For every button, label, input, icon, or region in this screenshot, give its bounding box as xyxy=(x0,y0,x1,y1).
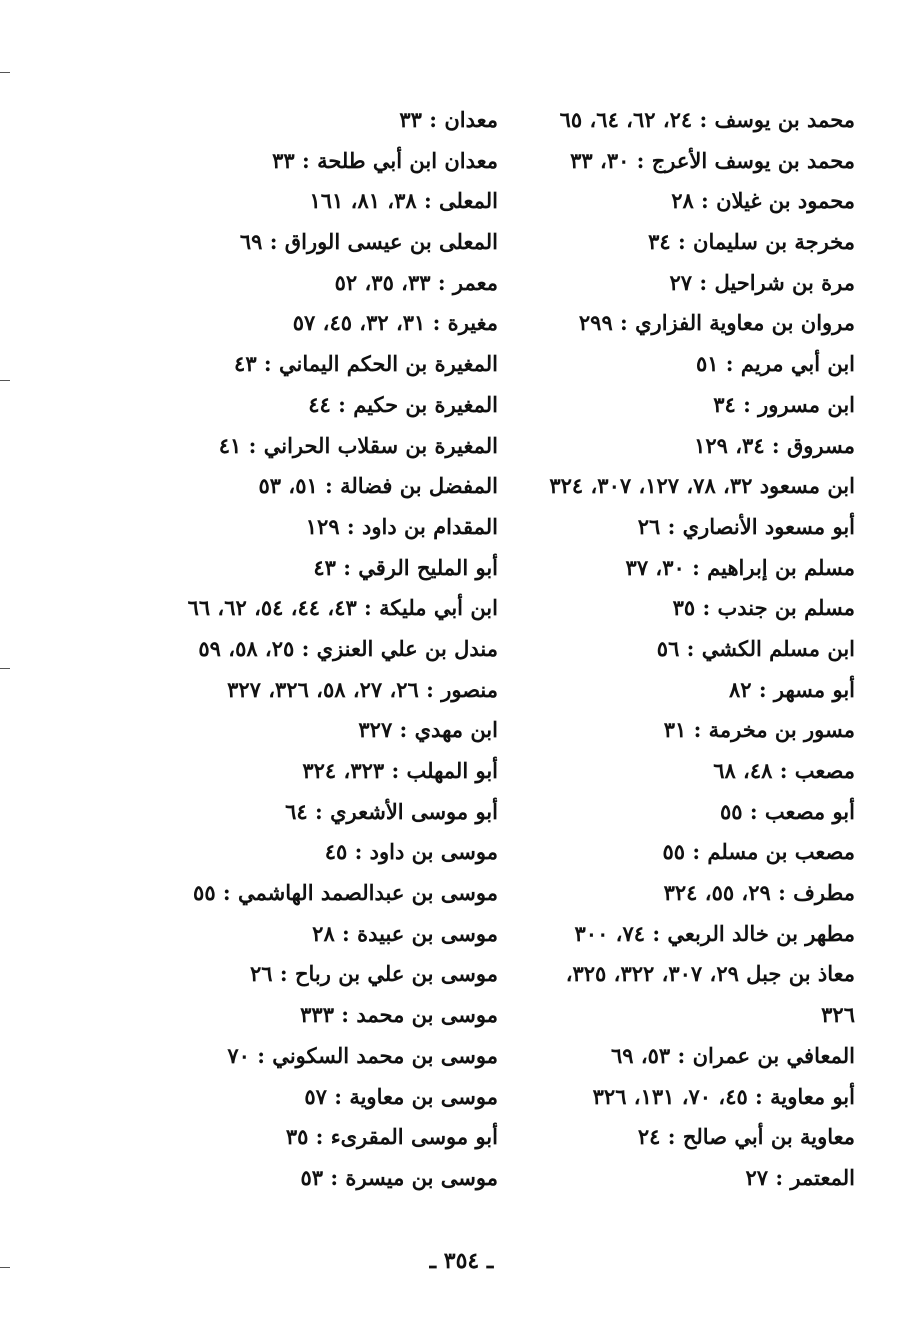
index-entry: المقدام بن داود : ١٢٩ xyxy=(305,513,498,539)
index-entry: مروان بن معاوية الفزاري : ٢٩٩ xyxy=(578,310,855,336)
index-entry: معاوية بن أبي صالح : ٢٤ xyxy=(637,1124,855,1150)
index-entry: موسى بن محمد السكوني : ٧٠ xyxy=(227,1042,498,1068)
index-entry: مسلم بن جندب : ٣٥ xyxy=(672,595,855,621)
index-entry: مطهر بن خالد الربعي : ٧٤، ٣٠٠ xyxy=(574,920,855,946)
index-entry: أبو مصعب : ٥٥ xyxy=(720,798,855,824)
index-entry: المغيرة بن الحكم اليماني : ٤٣ xyxy=(234,351,498,377)
margin-mark xyxy=(0,72,10,73)
index-entry: موسى بن عبيدة : ٢٨ xyxy=(312,920,498,946)
index-entry: مطرف : ٢٩، ٥٥، ٣٢٤ xyxy=(663,880,855,906)
index-entry: المعلى : ٣٨، ٨١، ١٦١ xyxy=(309,188,498,214)
index-entry: موسى بن عبدالصمد الهاشمي : ٥٥ xyxy=(193,880,498,906)
index-entry: منصور : ٢٦، ٢٧، ٥٨، ٣٢٦، ٣٢٧ xyxy=(227,676,498,702)
margin-mark xyxy=(0,668,10,669)
index-entry: مندل بن علي العنزي : ٢٥، ٥٨، ٥٩ xyxy=(198,635,498,661)
index-entry: المعافي بن عمران : ٥٣، ٦٩ xyxy=(610,1042,855,1068)
index-entry: محمود بن غيلان : ٢٨ xyxy=(671,188,855,214)
index-entry: أبو موسى الأشعري : ٦٤ xyxy=(285,798,498,824)
index-entry: المفضل بن فضالة : ٥١، ٥٣ xyxy=(258,473,498,499)
index-entry: موسى بن ميسرة : ٥٣ xyxy=(300,1164,498,1190)
index-entry: المعتمر : ٢٧ xyxy=(745,1164,855,1190)
index-entry: ٣٢٦ xyxy=(821,1002,855,1028)
index-entry: معمر : ٣٣، ٣٥، ٥٢ xyxy=(334,269,498,295)
index-entry: محمد بن يوسف الأعرج : ٣٠، ٣٣ xyxy=(570,147,855,173)
index-entry: مسروق : ٣٤، ١٢٩ xyxy=(694,432,855,458)
index-entry: ابن مهدي : ٣٢٧ xyxy=(358,717,498,743)
index-entry: مصعب : ٤٨، ٦٨ xyxy=(713,758,855,783)
index-entry: أبو معاوية : ٤٥، ٧٠، ١٣١، ٣٢٦ xyxy=(592,1083,855,1109)
index-entry: ابن مسلم الكشي : ٥٦ xyxy=(656,635,855,661)
index-entry: معدان ابن أبي طلحة : ٣٣ xyxy=(272,147,498,173)
index-entry: مصعب بن مسلم : ٥٥ xyxy=(662,839,855,865)
index-entry: معدان : ٣٣ xyxy=(399,107,498,132)
index-entry: مسلم بن إبراهيم : ٣٠، ٣٧ xyxy=(625,554,855,580)
index-entry: محمد بن يوسف : ٢٤، ٦٢، ٦٤، ٦٥ xyxy=(559,107,855,132)
index-entry: معاذ بن جبل ٢٩، ٣٠٧، ٣٢٢، ٣٢٥، xyxy=(565,961,855,987)
index-entry: المغيرة بن حكيم : ٤٤ xyxy=(308,391,498,417)
index-entry: المعلى بن عيسى الوراق : ٦٩ xyxy=(239,229,498,255)
index-column-right xyxy=(505,100,855,1199)
index-entry: ابن مسعود ٣٢، ٧٨، ١٢٧، ٣٠٧، ٣٢٤ xyxy=(549,473,855,499)
index-entry: ابن أبي مريم : ٥١ xyxy=(695,351,855,377)
index-entry: أبو موسى المقرىء : ٣٥ xyxy=(285,1124,498,1150)
index-entry: موسى بن علي بن رباح : ٢٦ xyxy=(250,961,498,987)
index-entry: مخرجة بن سليمان : ٣٤ xyxy=(648,229,855,255)
index-entry: ابن أبي مليكة : ٤٣، ٤٤، ٥٤، ٦٢، ٦٦ xyxy=(187,595,498,621)
index-entry: مسور بن مخرمة : ٣١ xyxy=(663,717,855,743)
page-number: ـ ٣٥٤ ـ xyxy=(429,1248,494,1274)
index-entry: موسى بن محمد : ٣٣٣ xyxy=(300,1002,498,1028)
index-entry: أبو مسعود الأنصاري : ٢٦ xyxy=(637,513,855,539)
index-entry: المغيرة بن سقلاب الحراني : ٤١ xyxy=(218,432,498,458)
index-entry: أبو المليح الرقي : ٤٣ xyxy=(313,554,498,580)
margin-mark xyxy=(0,380,10,381)
index-column-left xyxy=(78,100,498,1199)
index-entry: مرة بن شراحيل : ٢٧ xyxy=(669,269,855,295)
index-entry: ابن مسرور : ٣٤ xyxy=(713,391,855,417)
index-entry: موسى بن داود : ٤٥ xyxy=(324,839,498,865)
index-entry: موسى بن معاوية : ٥٧ xyxy=(304,1083,498,1109)
index-entry: أبو مسهر : ٨٢ xyxy=(728,676,855,702)
index-entry: مغيرة : ٣١، ٣٢، ٤٥، ٥٧ xyxy=(292,310,498,336)
index-entry: أبو المهلب : ٣٢٣، ٣٢٤ xyxy=(302,758,498,783)
